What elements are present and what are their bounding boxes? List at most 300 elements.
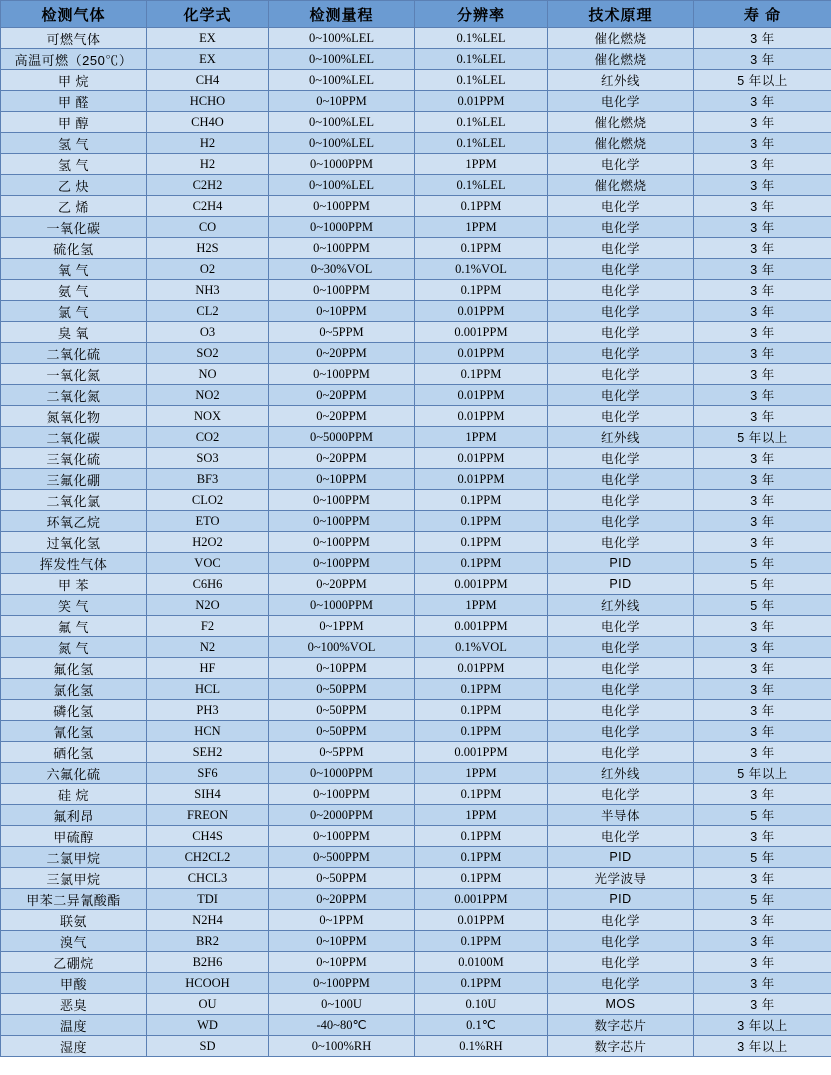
cell-range: 0~100%RH [269, 1036, 415, 1057]
cell-resolution: 0.1PPM [415, 679, 548, 700]
cell-range: 0~10PPM [269, 469, 415, 490]
cell-range: 0~20PPM [269, 889, 415, 910]
table-row [1, 154, 831, 175]
cell-principle: 电化学 [548, 700, 694, 721]
cell-life: 3 年 [694, 154, 831, 175]
cell-resolution: 0.01PPM [415, 910, 548, 931]
cell-life: 3 年 [694, 994, 831, 1015]
cell-range: 0~50PPM [269, 700, 415, 721]
cell-name: 氟化氢 [1, 658, 147, 679]
cell-formula: CO [147, 217, 269, 238]
table-row [1, 868, 831, 889]
cell-principle: PID [548, 574, 694, 595]
cell-name: 环氧乙烷 [1, 511, 147, 532]
cell-range: 0~100%LEL [269, 49, 415, 70]
cell-resolution: 0.1%LEL [415, 70, 548, 91]
cell-life: 3 年 [694, 637, 831, 658]
cell-resolution: 0.1%VOL [415, 259, 548, 280]
cell-life: 3 年 [694, 826, 831, 847]
cell-resolution: 1PPM [415, 595, 548, 616]
cell-range: 0~50PPM [269, 679, 415, 700]
cell-resolution: 0.001PPM [415, 616, 548, 637]
cell-range: 0~20PPM [269, 406, 415, 427]
cell-resolution: 0.1PPM [415, 700, 548, 721]
cell-range: 0~100%LEL [269, 133, 415, 154]
cell-life: 3 年 [694, 280, 831, 301]
cell-formula: CL2 [147, 301, 269, 322]
table-row [1, 238, 831, 259]
cell-life: 3 年 [694, 217, 831, 238]
cell-name: 溴气 [1, 931, 147, 952]
table-row [1, 574, 831, 595]
cell-range: 0~100PPM [269, 280, 415, 301]
cell-formula: NO [147, 364, 269, 385]
cell-formula: CO2 [147, 427, 269, 448]
table-row [1, 343, 831, 364]
cell-principle: 电化学 [548, 532, 694, 553]
cell-life: 3 年 [694, 28, 831, 49]
cell-principle: 催化燃烧 [548, 28, 694, 49]
cell-range: 0~10PPM [269, 91, 415, 112]
cell-life: 3 年 [694, 448, 831, 469]
cell-range: 0~100PPM [269, 490, 415, 511]
cell-range: 0~20PPM [269, 574, 415, 595]
cell-formula: H2O2 [147, 532, 269, 553]
cell-name: 乙 炔 [1, 175, 147, 196]
cell-range: 0~10PPM [269, 301, 415, 322]
cell-range: 0~50PPM [269, 721, 415, 742]
cell-resolution: 0.1PPM [415, 973, 548, 994]
cell-resolution: 0.1PPM [415, 847, 548, 868]
cell-life: 5 年 [694, 553, 831, 574]
cell-resolution: 0.1PPM [415, 721, 548, 742]
table-row [1, 406, 831, 427]
cell-name: 磷化氢 [1, 700, 147, 721]
cell-range: 0~100PPM [269, 196, 415, 217]
cell-name: 可燃气体 [1, 28, 147, 49]
cell-resolution: 0.1PPM [415, 868, 548, 889]
cell-range: 0~20PPM [269, 448, 415, 469]
table-row [1, 259, 831, 280]
cell-principle: 电化学 [548, 511, 694, 532]
cell-principle: 电化学 [548, 952, 694, 973]
cell-life: 3 年 [694, 49, 831, 70]
cell-resolution: 0.1PPM [415, 553, 548, 574]
cell-formula: SO3 [147, 448, 269, 469]
table-row [1, 301, 831, 322]
cell-name: 二氧化硫 [1, 343, 147, 364]
cell-life: 3 年 [694, 658, 831, 679]
cell-life: 3 年 [694, 511, 831, 532]
cell-resolution: 0.01PPM [415, 91, 548, 112]
table-row [1, 784, 831, 805]
cell-principle: 电化学 [548, 448, 694, 469]
cell-principle: 红外线 [548, 70, 694, 91]
cell-formula: SO2 [147, 343, 269, 364]
table-row [1, 1015, 831, 1036]
cell-resolution: 1PPM [415, 427, 548, 448]
cell-life: 3 年 [694, 91, 831, 112]
cell-formula: OU [147, 994, 269, 1015]
cell-life: 3 年 [694, 784, 831, 805]
table-row [1, 427, 831, 448]
cell-principle: 红外线 [548, 595, 694, 616]
cell-resolution: 0.1PPM [415, 490, 548, 511]
table-row [1, 490, 831, 511]
cell-life: 3 年 [694, 112, 831, 133]
cell-principle: 电化学 [548, 385, 694, 406]
cell-name: 甲苯二异氰酸酯 [1, 889, 147, 910]
cell-name: 笑 气 [1, 595, 147, 616]
column-header-range: 检测量程 [269, 1, 415, 28]
cell-formula: NH3 [147, 280, 269, 301]
cell-range: 0~30%VOL [269, 259, 415, 280]
table-row [1, 595, 831, 616]
table-row [1, 889, 831, 910]
cell-life: 3 年以上 [694, 1036, 831, 1057]
table-row [1, 910, 831, 931]
cell-name: 温度 [1, 1015, 147, 1036]
cell-range: 0~20PPM [269, 343, 415, 364]
cell-principle: 电化学 [548, 406, 694, 427]
cell-range: 0~2000PPM [269, 805, 415, 826]
cell-formula: HCOOH [147, 973, 269, 994]
cell-life: 5 年以上 [694, 427, 831, 448]
cell-resolution: 0.01PPM [415, 658, 548, 679]
cell-resolution: 0.1PPM [415, 784, 548, 805]
cell-formula: NO2 [147, 385, 269, 406]
cell-principle: 电化学 [548, 217, 694, 238]
cell-life: 3 年 [694, 952, 831, 973]
cell-name: 二氧化氮 [1, 385, 147, 406]
cell-principle: PID [548, 553, 694, 574]
cell-life: 3 年 [694, 238, 831, 259]
table-row [1, 91, 831, 112]
cell-principle: 电化学 [548, 154, 694, 175]
cell-range: 0~10PPM [269, 952, 415, 973]
cell-formula: NOX [147, 406, 269, 427]
cell-name: 氮 气 [1, 637, 147, 658]
table-row [1, 112, 831, 133]
cell-principle: 电化学 [548, 931, 694, 952]
cell-range: 0~50PPM [269, 868, 415, 889]
cell-name: 甲 醇 [1, 112, 147, 133]
cell-formula: C2H2 [147, 175, 269, 196]
cell-life: 3 年 [694, 175, 831, 196]
column-header-principle: 技术原理 [548, 1, 694, 28]
cell-principle: 红外线 [548, 763, 694, 784]
cell-range: 0~10PPM [269, 658, 415, 679]
cell-name: 硒化氢 [1, 742, 147, 763]
cell-life: 3 年 [694, 385, 831, 406]
cell-formula: SIH4 [147, 784, 269, 805]
cell-resolution: 0.1PPM [415, 931, 548, 952]
cell-life: 3 年 [694, 931, 831, 952]
cell-resolution: 0.1PPM [415, 238, 548, 259]
cell-name: 乙 烯 [1, 196, 147, 217]
column-header-life: 寿 命 [694, 1, 831, 28]
cell-principle: 电化学 [548, 784, 694, 805]
cell-principle: 电化学 [548, 91, 694, 112]
cell-range: 0~100%LEL [269, 28, 415, 49]
cell-resolution: 0.10U [415, 994, 548, 1015]
table-row [1, 469, 831, 490]
cell-resolution: 0.01PPM [415, 469, 548, 490]
cell-life: 3 年 [694, 532, 831, 553]
cell-range: 0~5PPM [269, 322, 415, 343]
cell-resolution: 0.1PPM [415, 364, 548, 385]
cell-range: 0~100PPM [269, 826, 415, 847]
cell-range: 0~100PPM [269, 532, 415, 553]
cell-resolution: 0.1%LEL [415, 49, 548, 70]
cell-name: 高温可燃（250℃） [1, 49, 147, 70]
cell-life: 3 年 [694, 301, 831, 322]
cell-formula: BR2 [147, 931, 269, 952]
cell-resolution: 0.1%LEL [415, 28, 548, 49]
cell-principle: 红外线 [548, 427, 694, 448]
cell-range: 0~100PPM [269, 511, 415, 532]
cell-principle: MOS [548, 994, 694, 1015]
cell-principle: 催化燃烧 [548, 175, 694, 196]
cell-name: 二氯甲烷 [1, 847, 147, 868]
table-row [1, 1036, 831, 1057]
cell-principle: 电化学 [548, 301, 694, 322]
cell-life: 5 年以上 [694, 763, 831, 784]
cell-life: 3 年 [694, 973, 831, 994]
cell-name: 一氧化碳 [1, 217, 147, 238]
cell-resolution: 0.1PPM [415, 511, 548, 532]
table-row [1, 826, 831, 847]
cell-resolution: 0.1%VOL [415, 637, 548, 658]
cell-resolution: 0.01PPM [415, 448, 548, 469]
cell-name: 甲硫醇 [1, 826, 147, 847]
cell-formula: N2 [147, 637, 269, 658]
table-row [1, 658, 831, 679]
cell-resolution: 0.01PPM [415, 343, 548, 364]
cell-formula: FREON [147, 805, 269, 826]
cell-name: 二氧化碳 [1, 427, 147, 448]
table-row [1, 196, 831, 217]
cell-life: 5 年以上 [694, 70, 831, 91]
cell-life: 3 年 [694, 616, 831, 637]
table-row [1, 637, 831, 658]
cell-formula: BF3 [147, 469, 269, 490]
cell-formula: B2H6 [147, 952, 269, 973]
cell-range: 0~1PPM [269, 616, 415, 637]
cell-formula: CH4 [147, 70, 269, 91]
table-row [1, 952, 831, 973]
cell-principle: PID [548, 847, 694, 868]
cell-formula: CH4O [147, 112, 269, 133]
cell-life: 3 年 [694, 364, 831, 385]
cell-range: 0~100%LEL [269, 70, 415, 91]
table-row [1, 70, 831, 91]
cell-resolution: 1PPM [415, 217, 548, 238]
cell-principle: 数字芯片 [548, 1036, 694, 1057]
cell-formula: CH2CL2 [147, 847, 269, 868]
cell-resolution: 0.001PPM [415, 889, 548, 910]
cell-formula: C2H4 [147, 196, 269, 217]
cell-name: 氢 气 [1, 154, 147, 175]
cell-formula: EX [147, 28, 269, 49]
cell-formula: TDI [147, 889, 269, 910]
table-header-row [1, 1, 831, 28]
cell-name: 三氯甲烷 [1, 868, 147, 889]
cell-formula: CH4S [147, 826, 269, 847]
table-row [1, 679, 831, 700]
cell-resolution: 0.1PPM [415, 532, 548, 553]
cell-life: 3 年 [694, 406, 831, 427]
cell-name: 挥发性气体 [1, 553, 147, 574]
cell-name: 硫化氢 [1, 238, 147, 259]
cell-name: 氢 气 [1, 133, 147, 154]
cell-name: 乙硼烷 [1, 952, 147, 973]
cell-name: 氮氧化物 [1, 406, 147, 427]
cell-formula: C6H6 [147, 574, 269, 595]
cell-principle: 电化学 [548, 679, 694, 700]
table-row [1, 805, 831, 826]
table-row [1, 511, 831, 532]
cell-life: 3 年 [694, 679, 831, 700]
cell-principle: 电化学 [548, 616, 694, 637]
column-header-formula: 化学式 [147, 1, 269, 28]
cell-formula: SF6 [147, 763, 269, 784]
cell-range: 0~100PPM [269, 364, 415, 385]
cell-range: 0~1000PPM [269, 763, 415, 784]
cell-principle: 电化学 [548, 280, 694, 301]
cell-principle: 催化燃烧 [548, 49, 694, 70]
cell-principle: 电化学 [548, 196, 694, 217]
cell-resolution: 0.0100M [415, 952, 548, 973]
cell-resolution: 1PPM [415, 805, 548, 826]
cell-name: 臭 氧 [1, 322, 147, 343]
cell-name: 氟利昂 [1, 805, 147, 826]
cell-life: 5 年 [694, 805, 831, 826]
cell-principle: 电化学 [548, 826, 694, 847]
cell-life: 3 年 [694, 259, 831, 280]
cell-name: 氧 气 [1, 259, 147, 280]
cell-principle: 电化学 [548, 364, 694, 385]
cell-formula: H2 [147, 154, 269, 175]
cell-principle: 电化学 [548, 637, 694, 658]
cell-resolution: 0.01PPM [415, 406, 548, 427]
table-row [1, 175, 831, 196]
cell-resolution: 0.001PPM [415, 742, 548, 763]
table-row [1, 133, 831, 154]
cell-life: 5 年 [694, 847, 831, 868]
cell-principle: 电化学 [548, 973, 694, 994]
table-row [1, 553, 831, 574]
cell-life: 3 年 [694, 133, 831, 154]
cell-formula: HCN [147, 721, 269, 742]
table-row [1, 217, 831, 238]
cell-range: 0~100PPM [269, 553, 415, 574]
table-row [1, 721, 831, 742]
cell-resolution: 0.1%LEL [415, 133, 548, 154]
cell-resolution: 1PPM [415, 154, 548, 175]
cell-life: 5 年 [694, 889, 831, 910]
table-row [1, 322, 831, 343]
cell-life: 3 年 [694, 196, 831, 217]
cell-name: 二氧化氯 [1, 490, 147, 511]
cell-life: 3 年 [694, 721, 831, 742]
cell-principle: 电化学 [548, 490, 694, 511]
cell-principle: 半导体 [548, 805, 694, 826]
table-row [1, 532, 831, 553]
cell-name: 一氧化氮 [1, 364, 147, 385]
cell-resolution: 0.1PPM [415, 826, 548, 847]
cell-formula: HCL [147, 679, 269, 700]
cell-principle: PID [548, 889, 694, 910]
cell-life: 5 年 [694, 574, 831, 595]
cell-range: 0~100PPM [269, 973, 415, 994]
cell-resolution: 0.1℃ [415, 1015, 548, 1036]
cell-name: 硅 烷 [1, 784, 147, 805]
cell-formula: N2H4 [147, 910, 269, 931]
cell-principle: 电化学 [548, 910, 694, 931]
cell-life: 3 年 [694, 469, 831, 490]
cell-name: 三氟化硼 [1, 469, 147, 490]
cell-formula: H2S [147, 238, 269, 259]
cell-principle: 电化学 [548, 658, 694, 679]
table-row [1, 49, 831, 70]
cell-name: 氟 气 [1, 616, 147, 637]
cell-name: 氯 气 [1, 301, 147, 322]
cell-formula: CLO2 [147, 490, 269, 511]
cell-name: 六氟化硫 [1, 763, 147, 784]
cell-range: 0~100PPM [269, 784, 415, 805]
cell-resolution: 0.1PPM [415, 280, 548, 301]
table-row [1, 931, 831, 952]
cell-range: 0~100%VOL [269, 637, 415, 658]
cell-range: 0~1000PPM [269, 595, 415, 616]
cell-formula: O2 [147, 259, 269, 280]
cell-formula: PH3 [147, 700, 269, 721]
cell-principle: 电化学 [548, 742, 694, 763]
cell-formula: H2 [147, 133, 269, 154]
cell-principle: 数字芯片 [548, 1015, 694, 1036]
cell-range: 0~5000PPM [269, 427, 415, 448]
cell-resolution: 0.1%RH [415, 1036, 548, 1057]
cell-principle: 电化学 [548, 343, 694, 364]
cell-resolution: 0.01PPM [415, 301, 548, 322]
cell-principle: 催化燃烧 [548, 112, 694, 133]
cell-life: 3 年 [694, 322, 831, 343]
cell-formula: CHCL3 [147, 868, 269, 889]
cell-name: 甲 苯 [1, 574, 147, 595]
column-header-resolution: 分辨率 [415, 1, 548, 28]
cell-range: 0~1000PPM [269, 154, 415, 175]
cell-range: 0~500PPM [269, 847, 415, 868]
cell-name: 三氧化硫 [1, 448, 147, 469]
cell-life: 3 年 [694, 700, 831, 721]
table-row [1, 973, 831, 994]
cell-life: 3 年 [694, 868, 831, 889]
cell-range: 0~5PPM [269, 742, 415, 763]
cell-range: 0~100%LEL [269, 112, 415, 133]
cell-name: 湿度 [1, 1036, 147, 1057]
cell-formula: WD [147, 1015, 269, 1036]
cell-formula: ETO [147, 511, 269, 532]
cell-resolution: 1PPM [415, 763, 548, 784]
table-row [1, 994, 831, 1015]
column-header-gas: 检测气体 [1, 1, 147, 28]
table-row [1, 28, 831, 49]
cell-principle: 电化学 [548, 322, 694, 343]
table-row [1, 847, 831, 868]
table-body [1, 28, 831, 1057]
cell-name: 过氧化氢 [1, 532, 147, 553]
